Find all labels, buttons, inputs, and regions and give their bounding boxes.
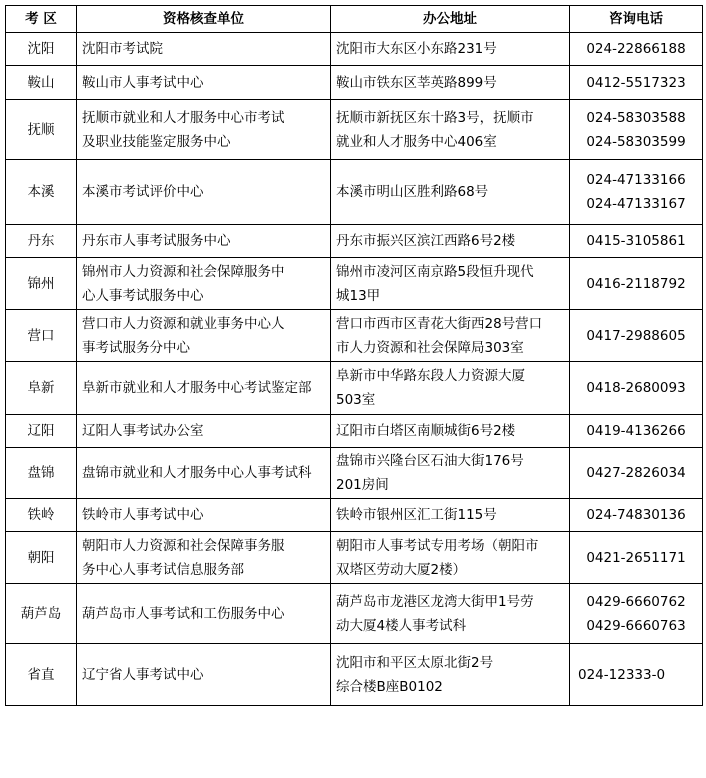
phone-cell (570, 33, 703, 66)
unit-cell-line: 丹东市人事考试服务中心 (82, 233, 231, 249)
phone-cell-line: 0412-5517323 (586, 74, 686, 91)
table-row (6, 225, 703, 258)
unit-cell-line: 盘锦市就业和人才服务中心人事考试科 (82, 465, 312, 481)
unit-cell (77, 66, 331, 100)
table-row (6, 100, 703, 160)
address-cell-line: 动大厦4楼人事考试科 (336, 617, 467, 634)
unit-cell-line: 铁岭市人事考试中心 (82, 507, 204, 523)
unit-cell (77, 100, 331, 160)
table-row (6, 310, 703, 362)
region-cell: 阜新 (6, 362, 77, 415)
phone-cell-line: 0417-2988605 (586, 327, 686, 344)
table-row (6, 532, 703, 584)
unit-cell (77, 532, 331, 584)
phone-cell (570, 584, 703, 644)
unit-cell (77, 310, 331, 362)
region-cell: 丹东 (6, 225, 77, 258)
table-row (6, 33, 703, 66)
address-cell (331, 310, 570, 362)
phone-cell (570, 499, 703, 532)
table-row (6, 362, 703, 415)
address-cell (331, 100, 570, 160)
phone-cell (570, 310, 703, 362)
address-cell-line: 鞍山市铁东区莘英路899号 (336, 74, 497, 91)
address-cell-line: 综合楼B座B0102 (336, 678, 443, 695)
address-cell-line: 沈阳市大东区小东路231号 (336, 41, 497, 57)
header-address: 办公地址 (331, 6, 570, 33)
phone-cell (570, 258, 703, 310)
unit-cell-line: 本溪市考试评价中心 (82, 184, 204, 200)
address-cell-line: 葫芦岛市龙港区龙湾大街甲1号劳 (336, 593, 534, 610)
address-cell-line: 锦州市凌河区南京路5段恒升现代 (336, 263, 534, 280)
unit-cell-line: 锦州市人力资源和社会保障服务中 (82, 263, 285, 280)
phone-cell (570, 448, 703, 499)
address-cell-line: 抚顺市新抚区东十路3号，抚顺市 (336, 109, 534, 126)
unit-cell-line: 辽阳人事考试办公室 (82, 423, 204, 439)
unit-cell-line: 阜新市就业和人才服务中心考试鉴定部 (82, 380, 312, 396)
table-row (6, 415, 703, 448)
phone-cell-line: 0429-6660762 (586, 593, 686, 610)
region-cell: 抚顺 (6, 100, 77, 160)
table-row (6, 448, 703, 499)
address-cell (331, 33, 570, 66)
address-cell (331, 362, 570, 415)
table-body (6, 33, 703, 706)
phone-cell-line: 024-47133166 (586, 172, 686, 188)
header-row (6, 6, 703, 33)
phone-cell-line: 0418-2680093 (586, 380, 686, 396)
address-cell-line: 丹东市振兴区滨江西路6号2楼 (336, 233, 516, 249)
address-cell-line: 双塔区劳动大厦2楼） (336, 561, 467, 578)
phone-cell-line: 0429-6660763 (586, 617, 686, 634)
unit-cell (77, 258, 331, 310)
address-cell-line: 阜新市中华路东段人力资源大厦 (336, 368, 525, 384)
unit-cell-line: 抚顺市就业和人才服务中心市考试 (82, 109, 285, 126)
region-cell: 沈阳 (6, 33, 77, 66)
address-cell-line: 盘锦市兴隆台区石油大街176号 (336, 453, 524, 469)
phone-cell-line: 024-12333-0 (578, 666, 666, 683)
phone-cell (570, 66, 703, 100)
region-cell: 本溪 (6, 160, 77, 225)
address-cell (331, 584, 570, 644)
address-cell-line: 营口市西市区青花大街西28号营口 (336, 315, 543, 332)
region-cell: 朝阳 (6, 532, 77, 584)
phone-cell-line: 0427-2826034 (586, 465, 686, 481)
unit-cell (77, 584, 331, 644)
table-row (6, 644, 703, 706)
region-cell: 辽阳 (6, 415, 77, 448)
phone-cell (570, 160, 703, 225)
address-cell (331, 258, 570, 310)
address-cell (331, 66, 570, 100)
address-cell (331, 532, 570, 584)
unit-cell-line: 营口市人力资源和就业事务中心人 (82, 315, 285, 332)
unit-cell (77, 415, 331, 448)
unit-cell-line: 葫芦岛市人事考试和工伤服务中心 (82, 605, 285, 622)
table-row (6, 499, 703, 532)
unit-cell-line: 鞍山市人事考试中心 (82, 74, 204, 91)
address-cell (331, 225, 570, 258)
phone-cell (570, 100, 703, 160)
unit-cell-line: 辽宁省人事考试中心 (82, 666, 204, 683)
header-region: 考 区 (6, 6, 77, 33)
phone-cell (570, 415, 703, 448)
header-phone: 咨询电话 (570, 6, 703, 33)
region-cell: 鞍山 (6, 66, 77, 100)
unit-cell-line: 及职业技能鉴定服务中心 (82, 133, 231, 150)
unit-cell-line: 沈阳市考试院 (82, 41, 163, 57)
phone-cell (570, 644, 703, 706)
address-cell-line: 本溪市明山区胜利路68号 (336, 184, 489, 200)
address-cell-line: 城13甲 (336, 287, 381, 304)
unit-cell (77, 448, 331, 499)
header-unit: 资格核查单位 (77, 6, 331, 33)
phone-cell (570, 225, 703, 258)
table-row (6, 258, 703, 310)
phone-cell-line: 024-58303599 (586, 133, 686, 150)
unit-cell-line: 心人事考试服务中心 (82, 287, 204, 304)
unit-cell (77, 225, 331, 258)
table-row (6, 160, 703, 225)
unit-cell (77, 362, 331, 415)
phone-cell-line: 024-47133167 (586, 196, 686, 212)
unit-cell (77, 33, 331, 66)
address-cell (331, 160, 570, 225)
unit-cell (77, 499, 331, 532)
address-cell-line: 201房间 (336, 477, 389, 493)
phone-cell (570, 532, 703, 584)
address-cell (331, 499, 570, 532)
phone-cell-line: 024-74830136 (586, 507, 686, 523)
phone-cell-line: 0416-2118792 (586, 275, 686, 292)
region-cell: 营口 (6, 310, 77, 362)
address-cell (331, 448, 570, 499)
unit-cell-line: 事考试服务分中心 (82, 339, 190, 356)
address-cell-line: 沈阳市和平区太原北街2号 (336, 654, 494, 671)
address-cell-line: 就业和人才服务中心406室 (336, 133, 497, 150)
phone-cell-line: 0415-3105861 (586, 233, 686, 249)
address-cell-line: 朝阳市人事考试专用考场（朝阳市 (336, 537, 539, 554)
region-cell: 铁岭 (6, 499, 77, 532)
unit-cell (77, 644, 331, 706)
region-cell: 盘锦 (6, 448, 77, 499)
phone-cell-line: 0419-4136266 (586, 423, 686, 439)
region-cell: 锦州 (6, 258, 77, 310)
exam-contact-table (5, 5, 703, 706)
unit-cell-line: 朝阳市人力资源和社会保障事务服 (82, 537, 285, 554)
table-row (6, 66, 703, 100)
phone-cell-line: 024-22866188 (586, 41, 686, 57)
address-cell (331, 644, 570, 706)
phone-cell-line: 0421-2651171 (586, 549, 686, 566)
table-row (6, 584, 703, 644)
unit-cell-line: 务中心人事考试信息服务部 (82, 561, 244, 578)
address-cell-line: 503室 (336, 392, 376, 408)
address-cell-line: 铁岭市银州区汇工街115号 (336, 507, 497, 523)
phone-cell (570, 362, 703, 415)
phone-cell-line: 024-58303588 (586, 109, 686, 126)
address-cell-line: 辽阳市白塔区南顺城街6号2楼 (336, 423, 516, 439)
address-cell (331, 415, 570, 448)
region-cell: 葫芦岛 (6, 584, 77, 644)
unit-cell (77, 160, 331, 225)
address-cell-line: 市人力资源和社会保障局303室 (336, 339, 524, 356)
region-cell: 省直 (6, 644, 77, 706)
